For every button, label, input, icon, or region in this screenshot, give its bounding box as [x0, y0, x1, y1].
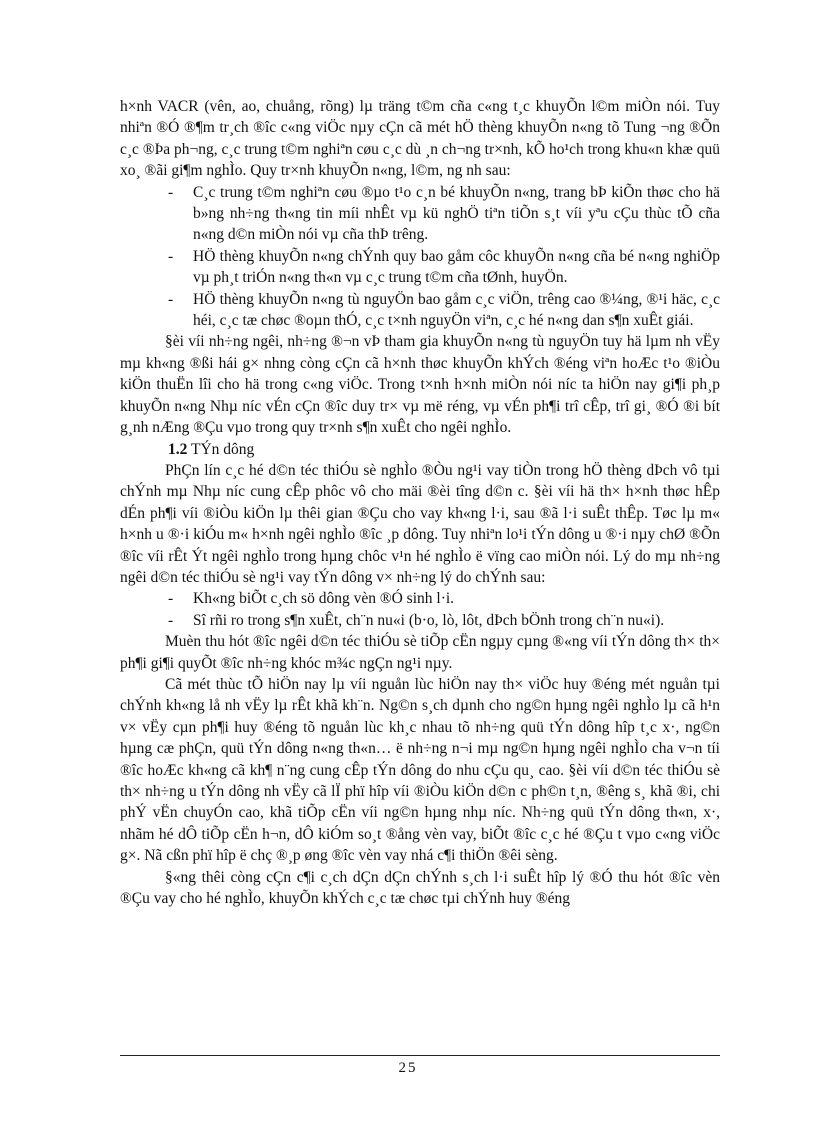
list-item: - C¸c trung t©m nghiªn cøu ®µo t¹o c¸n bé khuyÕn n«ng, trang bÞ kiÕn thøc cho hä b»ng nh÷ng th«ng tin míi nhÊt vµ kü nghÖ tiªn tiÕn s¸t víi yªu cÇu thùc tÕ cña n«ng d©n miÒn nói vµ cña thÞ trêng.	[120, 182, 720, 246]
list-item: - HÖ thèng khuyÕn n«ng chÝnh quy bao gåm côc khuyÕn n«ng cña bé n«ng nghiÖp vµ ph¸t triÓn n«ng th«n vµ c¸c trung t©m cña tØnh, huyÖn.	[120, 246, 720, 289]
footer-divider	[120, 1055, 720, 1056]
document-page	[120, 96, 720, 909]
paragraph-credit-intro: PhÇn lín c¸c hé d©n téc thiÓu sè nghÌo ®Òu ng¹i vay tiÒn trong hÖ thèng dÞch vô tµi chÝnh mµ Nhµ níc cung cÊp phôc vô cho mäi ®èi tîng d©n c. §èi víi hä th× h×nh thøc hÊp dÉn ph¶i víi ®iÒu kiÖn lµ thêi gian ®Çu cho vay kh«ng l·i, sau ®ã l·i suÊt thÊp. Tøc lµ m« h×nh u ®·i kiÓu m« h×nh ngêi nghÌo ®îc ¸p dông. Tuy nhiªn lo¹i tÝn dông u ®·i nµy chØ ®Õn ®îc víi rÊt Ýt ngêi nghÌo trong hµng chôc v¹n hé nghÌo ë vïng cao miÒn nói. Lý do mµ nh÷ng ngêi d©n téc thiÓu sè ng¹i vay tÝn dông v× nh÷ng lý do chÝnh sau:	[120, 461, 720, 586]
paragraph-attract: Muèn thu hót ®îc ngêi d©n téc thiÓu sè tiÕp cËn ngµy cµng ®«ng víi tÝn dông th× th× ph¶i gi¶i quyÕt ®îc nh÷ng khóc m¾c ngÇn ng¹i nµy.	[120, 633, 720, 672]
list-item: - HÖ thèng khuyÕn n«ng tù nguyÖn bao gåm c¸c viÖn, trêng cao ®¼ng, ®¹i häc, c¸c héi, c¸c tæ chøc ®oµn thÓ, c¸c t×nh nguyÖn viªn, c¸c hé n«ng dan s¶n xuÊt giái.	[120, 289, 720, 332]
paragraph-voluntary-extension: §èi víi nh÷ng ngêi, nh÷ng ®¬n vÞ tham gia khuyÕn n«ng tù nguyÖn tuy hä lµm nh vËy mµ kh«ng ®ßi hái g× nhng còng cÇn cã h×nh thøc khuyÕn khÝch ®éng viªn hoÆc t¹o ®iÒu kiÖn thuËn lîi cho hä trong c«ng viÖc. Trong t×nh h×nh miÒn nói níc ta hiÖn nay gi¶i ph¸p khuyÕn n«ng Nhµ níc vÉn cÇn ®îc duy tr× vµ më réng, vµ vÉn ph¶i trî cÊp, trî gi¸ ®Ó ®i bít g¸nh nÆng ®Çu vµo trong quy tr×nh s¶n xuÊt cho ngêi nghÌo.	[120, 333, 720, 437]
section-title: TÝn dông	[190, 440, 255, 458]
list-item: - Sî rñi ro trong s¶n xuÊt, ch¨n nu«i (b·o, lò, lôt, dÞch bÖnh trong ch¨n nu«i).	[120, 610, 720, 631]
list-item: - Kh«ng biÕt c¸ch sö dông vèn ®Ó sinh l·i.	[120, 588, 720, 609]
section-heading	[120, 439, 720, 460]
section-number: 1.2	[168, 440, 188, 458]
opening-bullet-list	[120, 182, 720, 332]
paragraph-interest-reform: §«ng thêi còng cÇn c¶i c¸ch dÇn dÇn chÝnh s¸ch l·i suÊt hîp lý ®Ó thu hót ®îc vèn ®Çu vay cho hé nghÌo, khuyÕn khÝch c¸c tæ chøc tµi chÝnh huy ®éng	[120, 868, 720, 908]
page-number: 25	[398, 1060, 418, 1076]
reasons-bullet-list	[120, 588, 720, 631]
paragraph-funding: Cã mét thùc tÕ hiÖn nay lµ víi nguån lùc hiÖn nay th× viÖc huy ®éng mét nguån tµi chÝnh kh«ng lå nh vËy lµ rÊt khã kh¨n. Ng©n s¸ch dµnh cho ng©n hµng ngêi nghÌo lµ cã h¹n v× vËy cµn ph¶i huy ®éng tõ nguån lùc kh¸c nhau tõ nh÷ng quü tÝn dông hîp t¸c x·, ng©n hµng cæ phÇn, quü tÝn dông n«ng th«n… ë nh÷ng n¬i mµ ng©n hµng ngêi nghÌo cha v¬n tíi ®îc hoÆc kh«ng cã kh¶ n¨ng cung cÊp tÝn dông do nhu cÇu qu¸ cao. §èi víi d©n téc thiÓu sè th× nh÷ng u tÝn dông nh vËy cã lÏ phï hîp víi ®iÒu kiÖn d©n c ph©n t¸n, ®êng s¸ khã ®i, chi phÝ vËn chuyÓn cao, khã tiÕp cËn víi ng©n hµng nhµ níc. Nh÷ng quü tÝn dông th«n, x·, nhãm hé dÔ tiÕp cËn h¬n, dÔ kiÓm so¸t ®ång vèn vay, biÕt ®îc c¸c hé ®Çu t vµo c«ng viÖc g×. Nã cßn phï hîp ë chç ®¸p øng ®îc vèn vay nhá c¶i thiÖn ®êi sèng.	[120, 675, 720, 865]
opening-paragraph: h×nh VACR (vên, ao, chuång, rõng) lµ träng t©m cña c«ng t¸c khuyÕn l©m miÒn nói. Tuy nhiªn ®Ó ®¶m tr¸ch ®îc c«ng viÖc nµy cÇn cã mét hÖ thèng khuyÕn n«ng tõ Tung ¬ng ®Õn c¸c ®Þa ph¬ng, c¸c trung t©m nghiªn cøu c¸c dù ¸n ch¬ng tr×nh, kÕ ho¹ch trong khu«n khæ quü xo¸ ®ãi gi¶m nghÌo. Quy tr×nh khuyÕn n«ng, l©m, ng nh sau:	[120, 98, 720, 180]
